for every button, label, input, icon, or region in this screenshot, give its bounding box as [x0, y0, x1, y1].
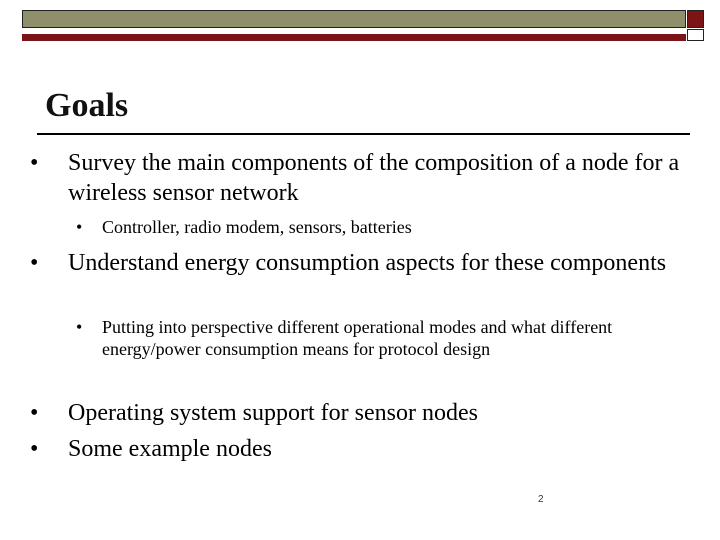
bullet-item	[30, 398, 688, 428]
sub-bullet-text: Putting into perspective different operational modes and what different energy/power consumption means for protocol design	[102, 317, 613, 359]
bullet-text: Survey the main components of the composition of a node for a wireless sensor network	[68, 150, 680, 206]
bullet-icon: •	[30, 150, 39, 176]
bullet-icon: •	[76, 217, 83, 237]
bullet-text: Operating system support for sensor nodes	[68, 400, 478, 426]
bullet-item	[30, 148, 688, 208]
page-number: 2	[538, 494, 544, 505]
bullet-item	[30, 434, 688, 464]
bullet-icon: •	[76, 317, 83, 337]
bullet-icon: •	[30, 436, 39, 462]
sub-bullet-text: Controller, radio modem, sensors, batteries	[102, 217, 412, 237]
sub-bullet-item	[76, 316, 702, 360]
bullet-icon: •	[30, 400, 39, 426]
bullet-icon: •	[30, 250, 39, 276]
bullet-text: Understand energy consumption aspects for these components	[68, 250, 667, 276]
bullet-text: Some example nodes	[68, 436, 272, 462]
sub-bullet-item	[76, 216, 702, 238]
slide-title: Goals	[45, 87, 129, 124]
bullet-item	[30, 248, 688, 278]
